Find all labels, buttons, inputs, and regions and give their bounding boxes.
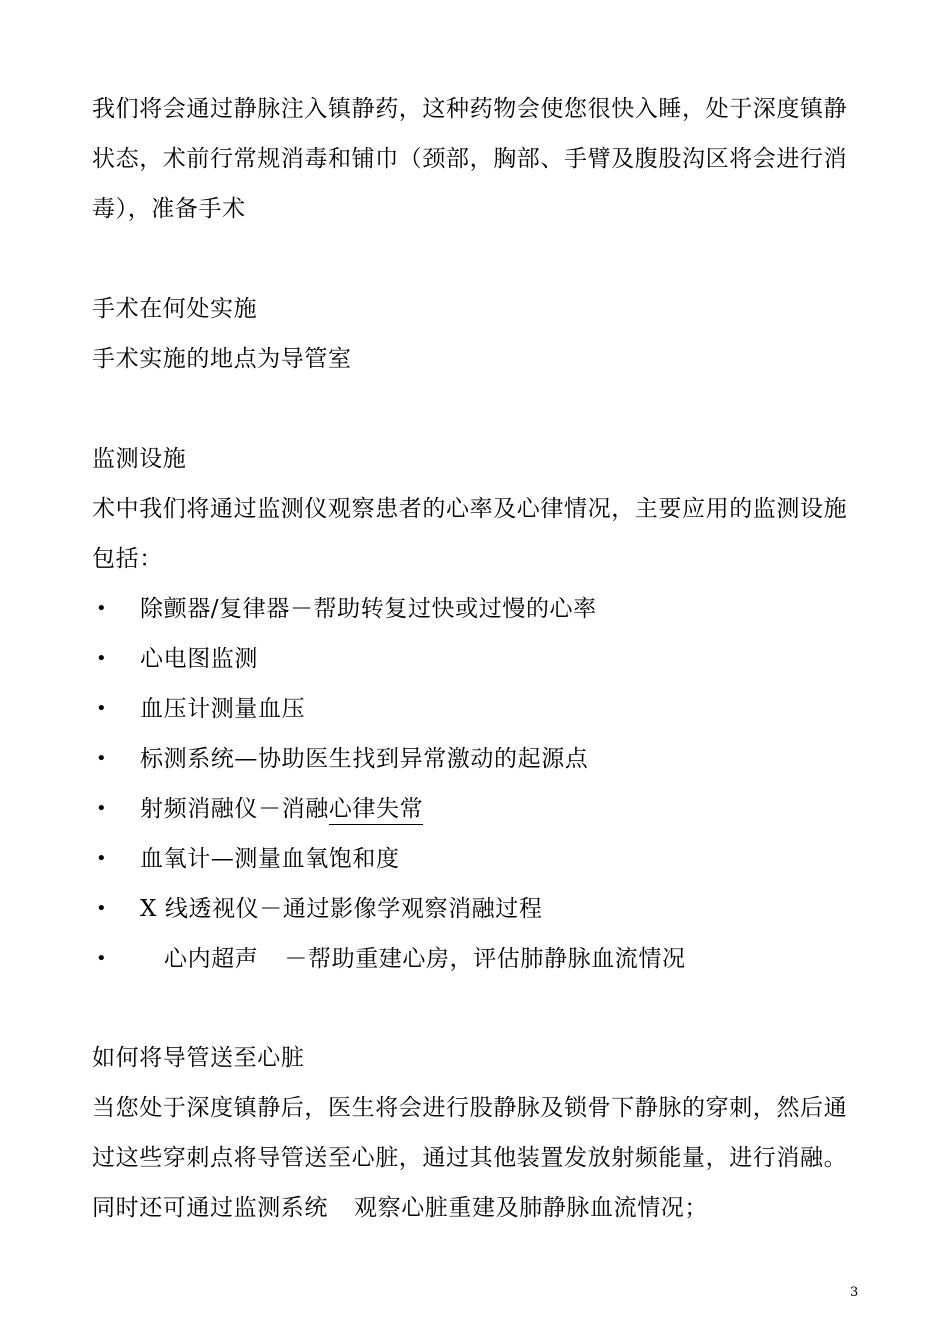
monitoring-line-1: 术中我们将通过监测仪观察患者的心率及心律情况，主要应用的监测设施 [92,496,848,522]
list-item-text [140,794,423,824]
catheter-line-3-part2: 观察心脏重建及肺静脉血流情况； [354,1195,708,1221]
page-number: 3 [850,1285,859,1300]
bullet-icon: • [96,748,107,769]
bullet-icon: • [96,948,107,969]
bullet-icon: • [96,648,107,669]
list-item-text: 标测系统—协助医生找到异常激动的起源点 [140,746,589,772]
catheter-line-3-part1: 同时还可通过监测系统 [92,1195,328,1221]
list-item-text [164,944,686,974]
catheter-line-2: 过这些穿刺点将导管送至心脏，通过其他装置发放射频能量，进行消融。 [92,1145,848,1171]
monitoring-line-2: 包括： [92,546,163,572]
monitoring-heading: 监测设施 [92,446,187,472]
catheter-line-1: 当您处于深度镇静后，医生将会进行股静脉及锁骨下静脉的穿刺，然后通 [92,1095,848,1121]
catheter-heading: 如何将导管送至心脏 [92,1045,305,1071]
list-item-text: 心电图监测 [140,646,258,672]
list-item-text: 血氧计—测量血氧饱和度 [140,846,400,872]
intro-line-1: 我们将会通过静脉注入镇静药，这种药物会使您很快入睡，处于深度镇静 [92,96,848,122]
list-item-text-part2: －帮助重建心房，评估肺静脉血流情况 [284,946,686,972]
arrhythmia-link[interactable]: 心律失常 [329,796,423,825]
list-item-text: 除颤器/复律器－帮助转复过快或过慢的心率 [140,596,597,622]
bullet-icon: • [96,848,107,869]
bullet-icon: • [96,598,107,619]
catheter-line-3 [92,1193,708,1223]
list-item-text-part1: 心内超声 [164,946,259,972]
list-item-text: 血压计测量血压 [140,696,306,722]
bullet-icon: • [96,698,107,719]
intro-line-3: 毒），准备手术 [92,196,246,222]
intro-line-2: 状态，术前行常规消毒和铺巾（颈部，胸部、手臂及腹股沟区将会进行消 [92,146,848,172]
location-text: 手术实施的地点为导管室 [92,346,352,372]
list-item-text-prefix: 射频消融仪－消融 [140,796,329,822]
location-heading: 手术在何处实施 [92,296,258,322]
bullet-icon: • [96,798,107,819]
list-item-text: X 线透视仪－通过影像学观察消融过程 [140,896,543,922]
bullet-icon: • [96,898,107,919]
